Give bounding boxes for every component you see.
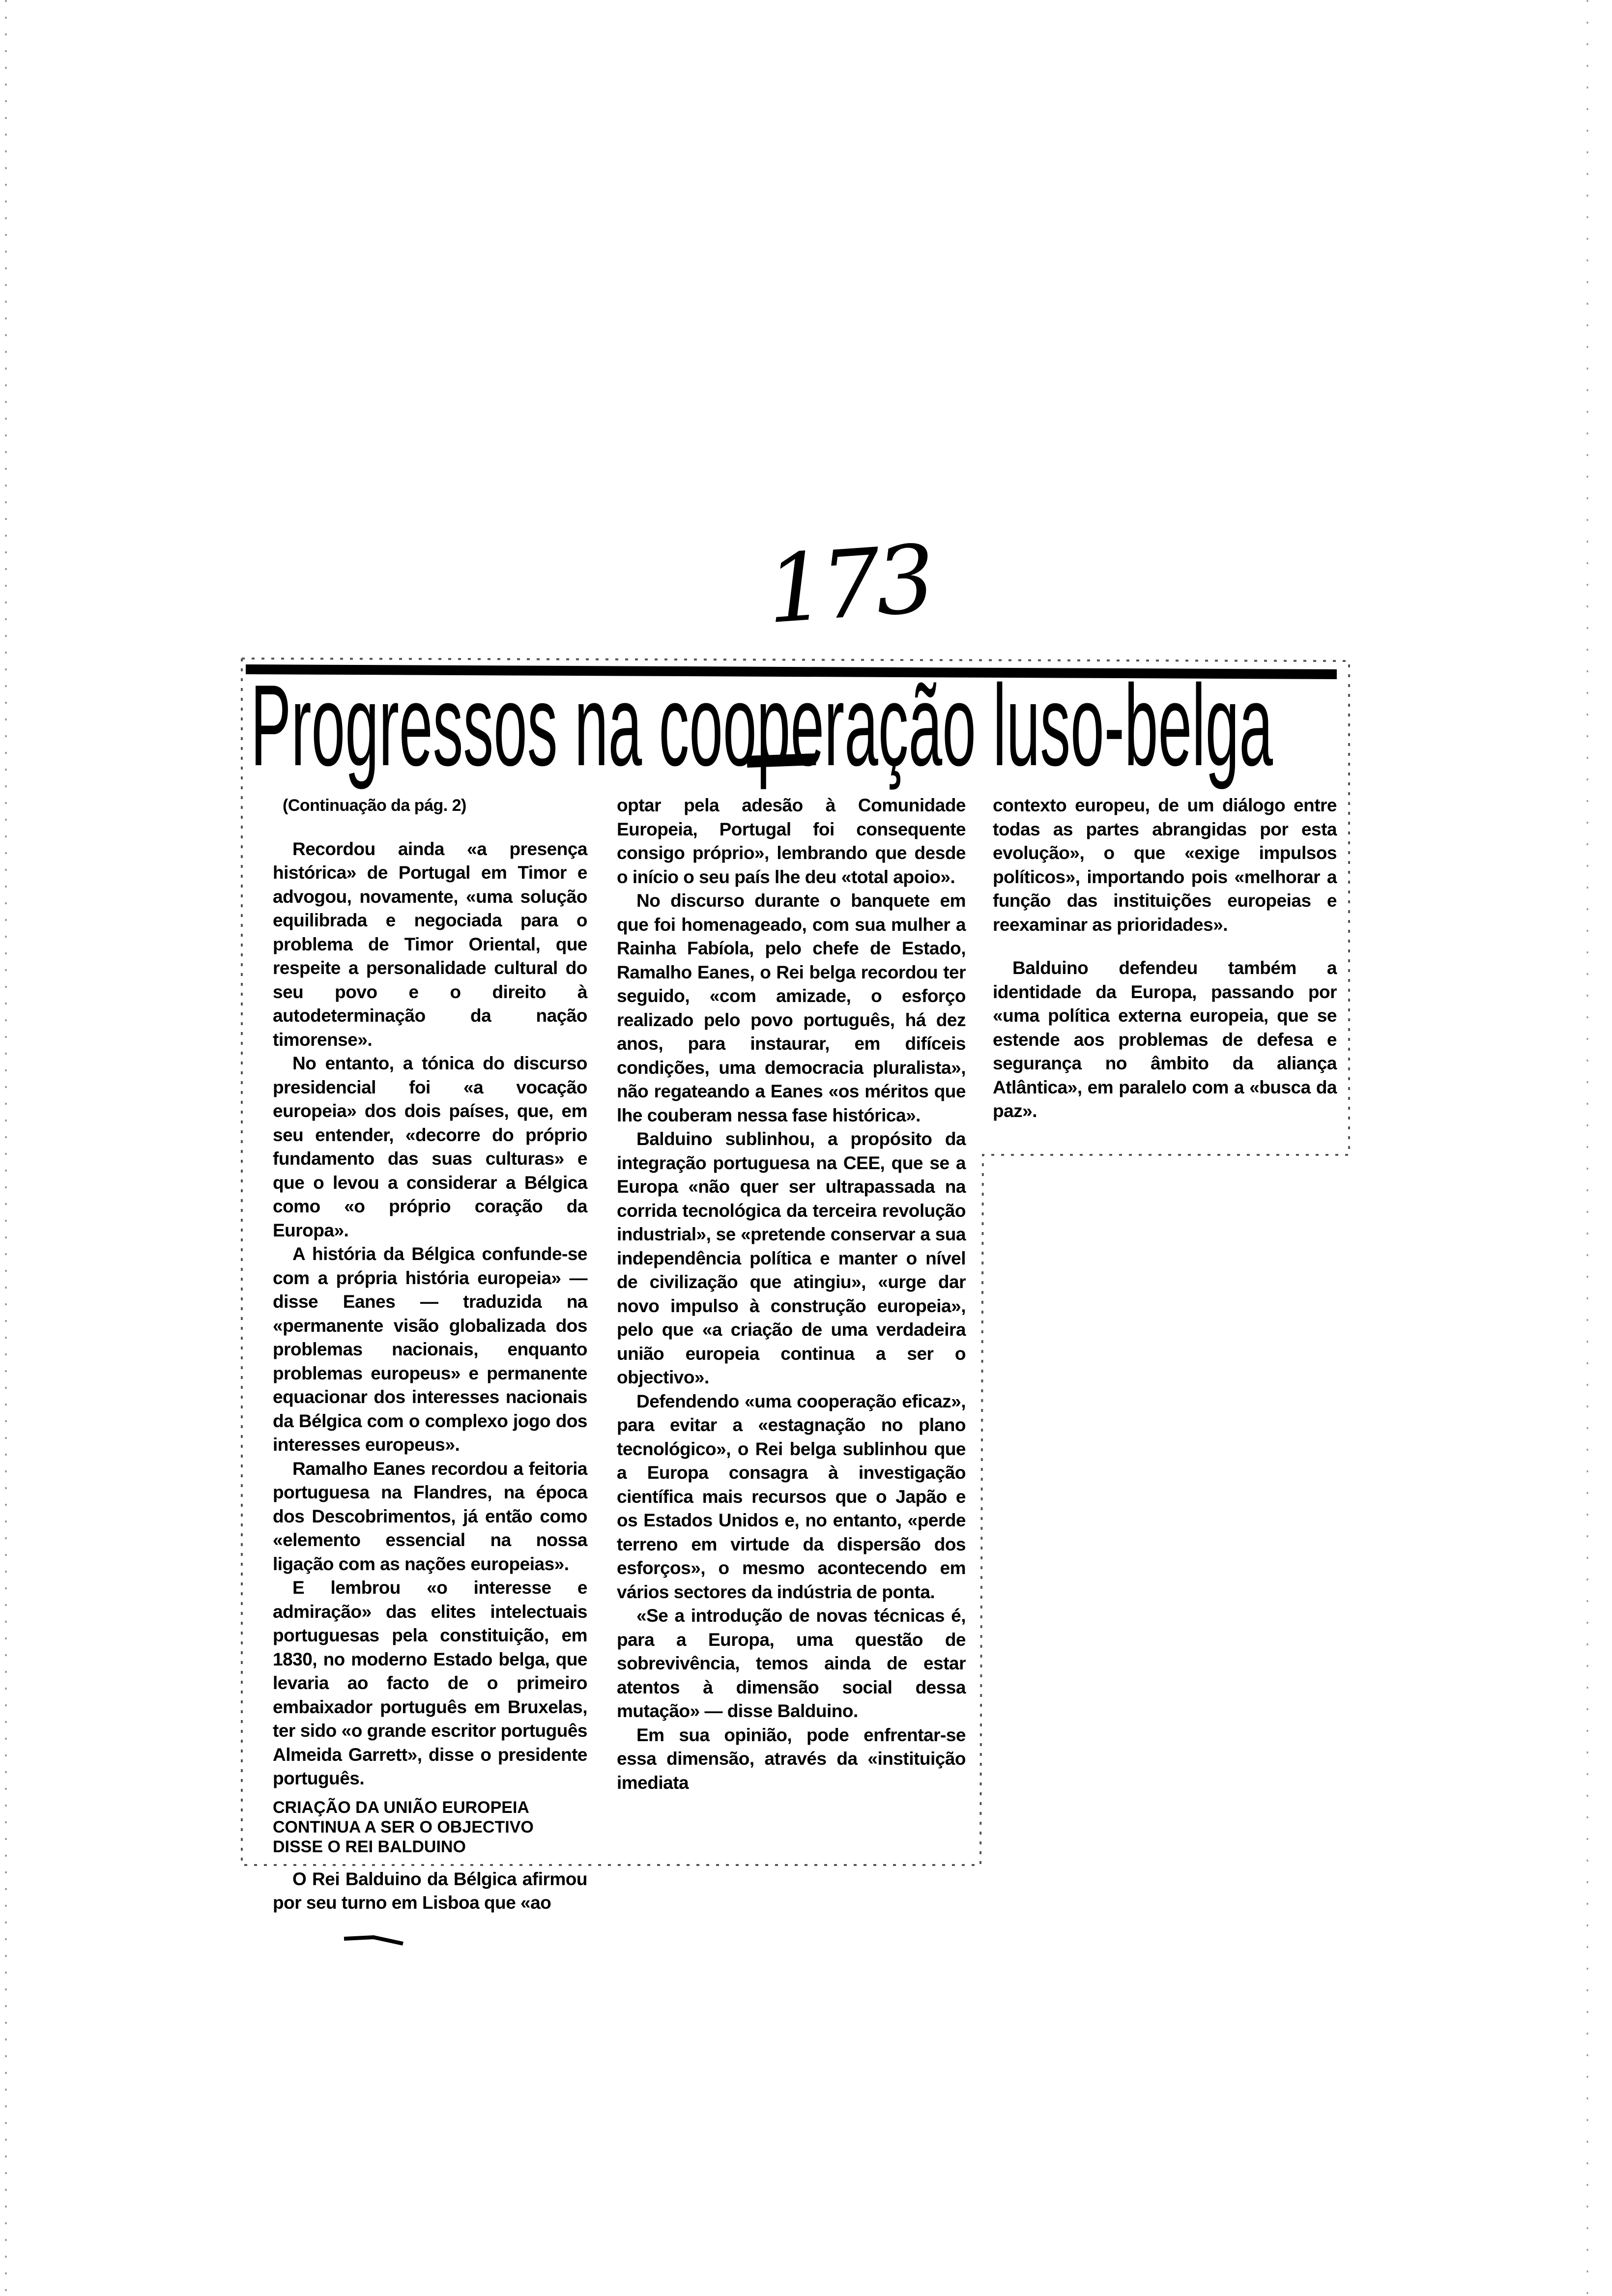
column-3: [993, 794, 1337, 1123]
handwritten-annotation: 173: [763, 524, 934, 645]
headline-text: Progressos na cooperação luso-belga: [251, 681, 1273, 790]
column-2: [617, 794, 966, 1795]
paragraph: Em sua opinião, pode enfrentar-se essa dimensão, através da «instituição imediata: [617, 1724, 966, 1793]
continuation-note: (Continuação da pág. 2): [283, 796, 466, 815]
paragraph: optar pela adesão à Comunidade Europeia, Portugal foi consequente consigo próprio», lembrando que desde o início o seu país lhe deu «total apoio».: [617, 795, 966, 887]
title-rule: [246, 664, 1337, 679]
paragraph: Balduino defendeu também a identidade da Europa, passando por «uma política externa europeia, que se estende aos problemas de defesa e segurança no âmbito da aliança Atlântica», em paralelo com a «busca da paz».: [993, 958, 1337, 1121]
paragraph: contexto europeu, de um diálogo entre todas as partes abrangidas por esta evolução», o que «exige impulsos políticos», importando pois «melhorar a função das instituições europeias e reexaminar as prioridades».: [993, 795, 1337, 935]
paragraph: O Rei Balduino da Bélgica afirmou por seu turno em Lisboa que «ao: [273, 1868, 587, 1913]
headline: [246, 681, 1337, 791]
pen-mark: [344, 1937, 403, 1944]
column-1: [273, 794, 587, 1915]
paragraph: Balduino sublinhou, a propósito da integração portuguesa na CEE, que se a Europa «não quer ser ultrapassada na corrida tecnológica da terceira revolução industrial», se «pretende conservar a sua independência política e manter o nível de civilização que atingiu», «urge dar novo impulso à construção europeia», pelo que «a criação de uma verdadeira união europeia continua a ser o objectivo».: [617, 1129, 966, 1387]
paragraph: Defendendo «uma cooperação eficaz», para evitar a «estagnação no plano tecnológico», o Rei belga sublinhou que a Europa consagra à investigação científica mais recursos que o Japão e os Estados Unidos e, no entanto, «perde terreno em virtude da dispersão dos esforços», o mesmo acontecendo em vários sectores da indústria de ponta.: [617, 1391, 966, 1602]
paragraph: No discurso durante o banquete em que foi homenageado, com sua mulher a Rainha Fabíola, pelo chefe de Estado, Ramalho Eanes, o Rei belga recordou ter seguido, «com amizade, o esforço realizado pelo povo português, há dez anos, para instaurar, em difíceis condições, uma democracia pluralista», não regateando a Eanes «os méritos que lhe couberam nessa fase histórica».: [617, 890, 966, 1125]
paragraph: Ramalho Eanes recordou a feitoria portuguesa na Flandres, na época dos Descobrimentos, já então como «elemento essencial na nossa ligação com as nações europeias».: [273, 1458, 587, 1574]
paragraph: A história da Bélgica confunde-se com a própria história europeia» — disse Eanes — traduzida na «permanente visão globalizada dos problemas nacionais, enquanto problemas europeus» e permanente equacionar dos interesses nacionais da Bélgica com o complexo jogo dos interesses europeus».: [273, 1244, 587, 1455]
paragraph: Recordou ainda «a presença histórica» de Portugal em Timor e advogou, novamente, «uma solução equilibrada e negociada para o problema de Timor Oriental, que respeite a personalidade cultural do seu povo e o direito à autodeterminação da nação timorense».: [273, 838, 587, 1050]
paragraph: E lembrou «o interesse e admiração» das elites intelectuais portuguesas pela constituição, em 1830, no moderno Estado belga, que levaria ao facto de o primeiro embaixador português em Bruxelas, ter sido «o grande escritor português Almeida Garrett», disse o presidente português.: [273, 1578, 587, 1788]
subheading: CRIAÇÃO DA UNIÃO EUROPEIA CONTINUA A SER O OBJECTIVO DISSE O REI BALDUINO: [273, 1798, 534, 1856]
paragraph: «Se a introdução de novas técnicas é, para a Europa, uma questão de sobrevivência, temos ainda de estar atentos à dimensão social dessa mutação» — disse Balduino.: [617, 1606, 966, 1721]
paragraph: No entanto, a tónica do discurso presidencial foi «a vocação europeia» dos dois países, que, em seu entender, «decorre do próprio fundamento das suas culturas» e que o levou a considerar a Bélgica como «o próprio coração da Europa».: [273, 1053, 587, 1240]
